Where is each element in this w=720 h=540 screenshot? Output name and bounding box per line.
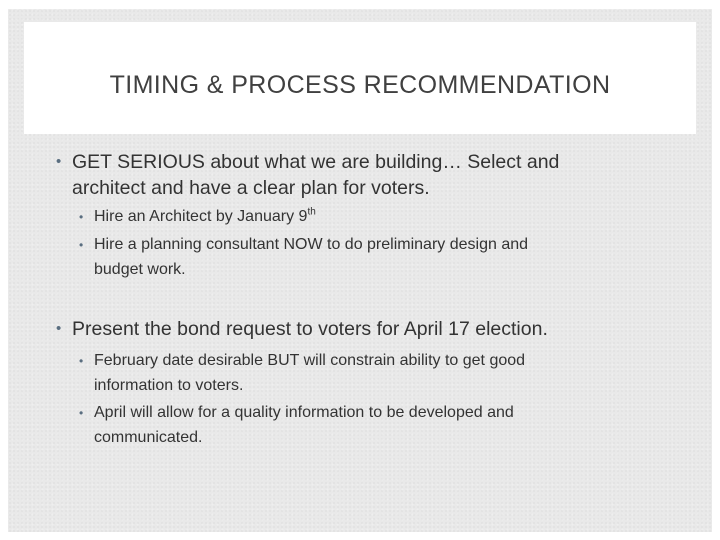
bullet-1-line-1: GET SERIOUS about what we are building… Select and xyxy=(72,151,560,173)
bullet-dot: • xyxy=(56,320,62,337)
sub-bullet-1-1 xyxy=(79,205,316,230)
sub-bullet-2-1 xyxy=(79,349,526,398)
sub-bullet-2-1-line-1: February date desirable BUT will constrain ability to get good xyxy=(94,352,526,369)
sub-bullet-dot: • xyxy=(79,238,84,252)
slide-title: TIMING & PROCESS RECOMMENDATION xyxy=(109,71,611,99)
sub-bullet-2-2-line-1: April will allow for a quality information to be developed and xyxy=(94,404,514,421)
ordinal-superscript: th xyxy=(307,206,316,218)
bullet-2-line-1: Present the bond request to voters for April 17 election. xyxy=(72,318,548,340)
slide-content xyxy=(8,9,712,532)
bullet-2 xyxy=(56,316,548,342)
sub-bullet-dot: • xyxy=(79,406,84,420)
bullet-1-line-2: architect and have a clear plan for voters. xyxy=(72,177,430,199)
bullet-1 xyxy=(56,149,560,201)
bullet-dot: • xyxy=(56,153,62,170)
sub-bullet-2-1-line-2: information to voters. xyxy=(94,376,244,394)
sub-bullet-2-2-line-2: communicated. xyxy=(94,428,203,446)
sub-bullet-1-2-line-2: budget work. xyxy=(94,260,186,278)
sub-bullet-1-2-line-1: Hire a planning consultant NOW to do preliminary design and xyxy=(94,236,529,253)
sub-bullet-2-2 xyxy=(79,401,514,450)
sub-bullet-1-2 xyxy=(79,233,529,282)
slide xyxy=(8,9,712,532)
sub-bullet-1-1-text: Hire an Architect by January 9 xyxy=(94,208,308,225)
sub-bullet-dot: • xyxy=(79,354,84,368)
sub-bullet-dot: • xyxy=(79,210,84,224)
